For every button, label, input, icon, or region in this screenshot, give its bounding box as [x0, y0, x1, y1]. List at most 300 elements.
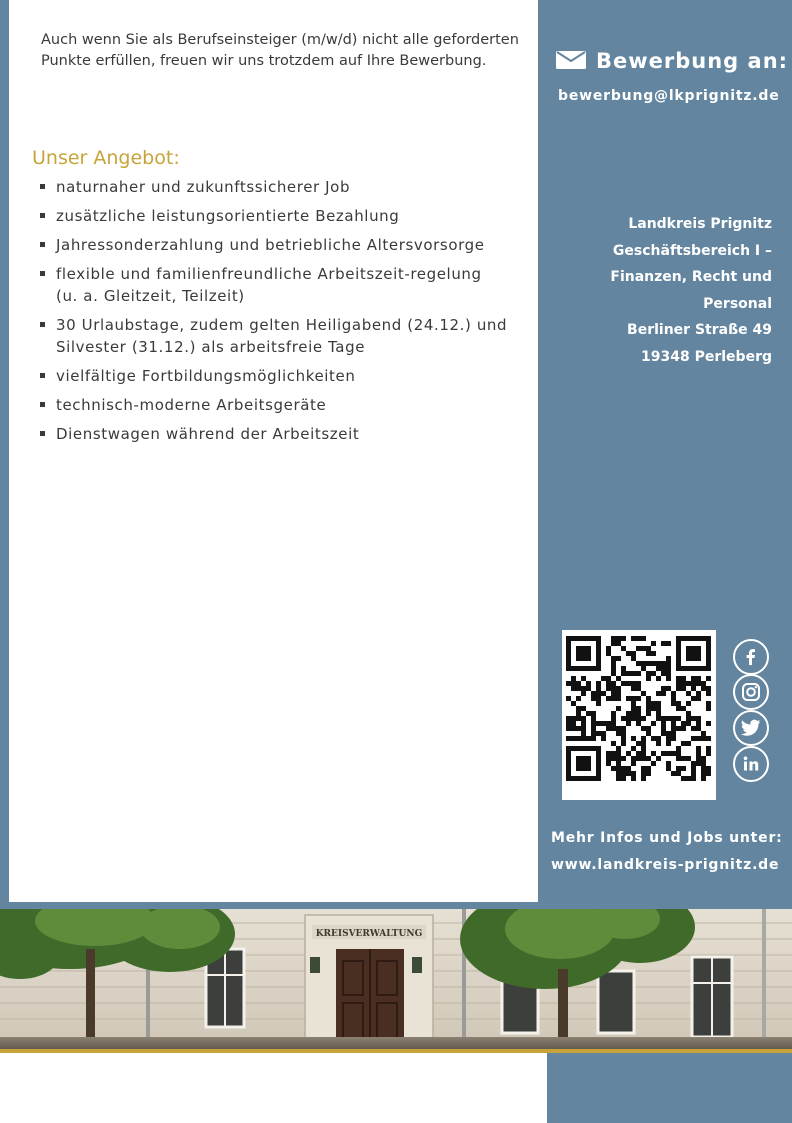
qr-module — [641, 751, 646, 756]
qr-module — [626, 681, 631, 686]
qr-module — [676, 666, 681, 671]
qr-module — [641, 746, 646, 751]
qr-module — [631, 681, 636, 686]
qr-module — [681, 741, 686, 746]
qr-module — [631, 671, 636, 676]
qr-module — [671, 716, 676, 721]
website-link[interactable]: www.landkreis-prignitz.de — [551, 857, 780, 873]
qr-module — [676, 716, 681, 721]
qr-module — [576, 666, 581, 671]
qr-module — [581, 716, 586, 721]
qr-module — [631, 651, 636, 656]
qr-module — [636, 636, 641, 641]
qr-module — [691, 736, 696, 741]
more-info-block — [551, 825, 783, 879]
qr-module — [576, 756, 581, 761]
qr-module — [606, 696, 611, 701]
qr-module — [576, 711, 581, 716]
qr-module — [651, 751, 656, 756]
qr-module — [701, 666, 706, 671]
qr-module — [631, 656, 636, 661]
qr-module — [661, 716, 666, 721]
qr-module — [666, 671, 671, 676]
qr-module — [606, 646, 611, 651]
qr-module — [646, 711, 651, 716]
qr-module — [631, 756, 636, 761]
bullet-icon — [40, 322, 45, 327]
bullet-icon — [40, 271, 45, 276]
qr-module — [691, 636, 696, 641]
twitter-icon[interactable] — [733, 710, 769, 746]
instagram-icon[interactable] — [733, 674, 769, 710]
qr-module — [686, 721, 691, 726]
qr-module — [571, 686, 576, 691]
qr-module — [686, 716, 691, 721]
qr-module — [581, 721, 586, 726]
offer-item-text: 30 Urlaubstage, zudem gelten Heiligabend (24.12.) und Silvester (31.12.) als arbeitsfreie Tage — [56, 316, 508, 356]
qr-module — [631, 776, 636, 781]
address-org: Landkreis Prignitz — [628, 216, 772, 232]
qr-module — [576, 681, 581, 686]
qr-module — [616, 676, 621, 681]
qr-module — [576, 656, 581, 661]
qr-module — [581, 691, 586, 696]
qr-module — [566, 656, 571, 661]
qr-module — [626, 751, 631, 756]
qr-module — [641, 661, 646, 666]
qr-module — [696, 726, 701, 731]
qr-module — [571, 666, 576, 671]
qr-module — [656, 666, 661, 671]
qr-module — [616, 656, 621, 661]
qr-module — [566, 681, 571, 686]
qr-module — [576, 651, 581, 656]
qr-module — [596, 751, 601, 756]
qr-module — [641, 636, 646, 641]
qr-module — [666, 686, 671, 691]
qr-module — [571, 636, 576, 641]
qr-module — [581, 776, 586, 781]
qr-code-image — [562, 630, 716, 800]
qr-module — [566, 636, 571, 641]
qr-module — [596, 731, 601, 736]
qr-module — [706, 721, 711, 726]
qr-module — [696, 651, 701, 656]
qr-module — [671, 736, 676, 741]
qr-module — [586, 686, 591, 691]
qr-module — [631, 716, 636, 721]
qr-module — [621, 716, 626, 721]
qr-module — [636, 721, 641, 726]
qr-module — [681, 756, 686, 761]
offer-item-text: flexible und familienfreundliche Arbeitszeit-regelung (u. a. Gleitzeit, Teilzeit) — [56, 265, 482, 305]
qr-module — [616, 746, 621, 751]
qr-module — [611, 666, 616, 671]
qr-module — [666, 736, 671, 741]
qr-module — [611, 661, 616, 666]
qr-module — [696, 666, 701, 671]
qr-module — [671, 691, 676, 696]
qr-module — [596, 641, 601, 646]
qr-module — [696, 756, 701, 761]
facebook-icon[interactable] — [733, 639, 769, 675]
qr-module — [586, 636, 591, 641]
qr-module — [611, 721, 616, 726]
qr-module — [611, 641, 616, 646]
qr-module — [621, 731, 626, 736]
qr-module — [571, 716, 576, 721]
qr-module — [591, 726, 596, 731]
qr-module — [691, 676, 696, 681]
qr-module — [616, 726, 621, 731]
qr-module — [636, 671, 641, 676]
list-item — [38, 423, 508, 445]
qr-module — [646, 706, 651, 711]
qr-module — [566, 646, 571, 651]
qr-module — [641, 766, 646, 771]
bullet-icon — [40, 431, 45, 436]
qr-module — [676, 686, 681, 691]
qr-module — [691, 766, 696, 771]
qr-module — [696, 636, 701, 641]
qr-module — [666, 731, 671, 736]
qr-module — [631, 736, 636, 741]
application-email-link[interactable]: bewerbung@lkprignitz.de — [558, 88, 780, 104]
qr-module — [566, 716, 571, 721]
qr-module — [686, 756, 691, 761]
qr-module — [651, 761, 656, 766]
qr-module — [576, 696, 581, 701]
list-item — [38, 365, 508, 387]
qr-module — [686, 691, 691, 696]
qr-module — [636, 661, 641, 666]
qr-module — [596, 636, 601, 641]
qr-module — [681, 686, 686, 691]
bullet-icon — [40, 402, 45, 407]
qr-module — [661, 691, 666, 696]
qr-module — [611, 741, 616, 746]
qr-module — [691, 771, 696, 776]
qr-module — [631, 746, 636, 751]
qr-module — [656, 716, 661, 721]
qr-module — [566, 761, 571, 766]
qr-module — [571, 676, 576, 681]
qr-module — [676, 756, 681, 761]
qr-module — [641, 726, 646, 731]
qr-module — [691, 761, 696, 766]
qr-module — [681, 721, 686, 726]
qr-module — [581, 766, 586, 771]
qr-module — [566, 756, 571, 761]
qr-module — [581, 726, 586, 731]
qr-module — [571, 681, 576, 686]
offer-item-text: Jahressonderzahlung und betriebliche Altersvorsorge — [56, 236, 485, 254]
qr-module — [611, 691, 616, 696]
qr-module — [651, 651, 656, 656]
qr-module — [641, 666, 646, 671]
qr-module — [696, 696, 701, 701]
qr-module — [676, 751, 681, 756]
qr-module — [646, 701, 651, 706]
qr-module — [686, 656, 691, 661]
qr-module — [656, 736, 661, 741]
envelope-icon — [556, 50, 586, 74]
qr-module — [676, 766, 681, 771]
qr-module — [576, 716, 581, 721]
qr-module — [596, 651, 601, 656]
qr-module — [651, 671, 656, 676]
qr-module — [661, 661, 666, 666]
qr-module — [601, 736, 606, 741]
qr-module — [621, 646, 626, 651]
building-photo — [0, 909, 792, 1050]
qr-module — [616, 691, 621, 696]
qr-module — [606, 681, 611, 686]
qr-module — [591, 731, 596, 736]
qr-module — [641, 716, 646, 721]
qr-module — [596, 656, 601, 661]
qr-module — [651, 641, 656, 646]
qr-module — [616, 731, 621, 736]
qr-module — [691, 681, 696, 686]
qr-module — [646, 646, 651, 651]
qr-module — [636, 681, 641, 686]
qr-module — [591, 711, 596, 716]
qr-module — [591, 696, 596, 701]
qr-module — [686, 776, 691, 781]
qr-module — [626, 651, 631, 656]
qr-module — [586, 681, 591, 686]
qr-module — [576, 636, 581, 641]
qr-module — [696, 676, 701, 681]
qr-module — [616, 751, 621, 756]
qr-module — [661, 726, 666, 731]
qr-module — [691, 686, 696, 691]
qr-module — [676, 651, 681, 656]
qr-module — [636, 686, 641, 691]
qr-module — [701, 636, 706, 641]
qr-module — [581, 686, 586, 691]
qr-module — [686, 741, 691, 746]
qr-module — [706, 666, 711, 671]
qr-module — [571, 701, 576, 706]
qr-module — [581, 656, 586, 661]
qr-module — [616, 766, 621, 771]
address-dept-line3: Personal — [703, 295, 772, 312]
qr-module — [621, 766, 626, 771]
qr-module — [611, 711, 616, 716]
qr-module — [581, 636, 586, 641]
qr-module — [581, 761, 586, 766]
qr-module — [566, 726, 571, 731]
qr-module — [616, 706, 621, 711]
intro-text: Auch wenn Sie als Berufseinsteiger (m/w/d) nicht alle geforderten Punkte erfüllen, freuen wir uns trotzdem auf Ihre Bewerbung. — [41, 32, 519, 69]
qr-module — [656, 701, 661, 706]
qr-module — [686, 651, 691, 656]
qr-module — [636, 706, 641, 711]
qr-module — [576, 736, 581, 741]
qr-module — [701, 756, 706, 761]
qr-module — [626, 716, 631, 721]
qr-module — [706, 751, 711, 756]
qr-module — [651, 661, 656, 666]
qr-module — [576, 686, 581, 691]
qr-module — [626, 766, 631, 771]
qr-module — [666, 666, 671, 671]
qr-module — [706, 646, 711, 651]
qr-module — [596, 696, 601, 701]
qr-module — [676, 646, 681, 651]
qr-module — [606, 726, 611, 731]
qr-module — [631, 706, 636, 711]
qr-module — [586, 646, 591, 651]
qr-module — [656, 676, 661, 681]
qr-module — [591, 666, 596, 671]
qr-module — [641, 646, 646, 651]
qr-module — [631, 696, 636, 701]
qr-module — [596, 661, 601, 666]
qr-module — [701, 771, 706, 776]
qr-module — [566, 651, 571, 656]
qr-module — [566, 661, 571, 666]
offer-item-text: Dienstwagen während der Arbeitszeit — [56, 425, 360, 443]
qr-module — [621, 756, 626, 761]
qr-module — [651, 736, 656, 741]
qr-module — [641, 776, 646, 781]
qr-module — [606, 651, 611, 656]
qr-module — [666, 741, 671, 746]
qr-module — [681, 666, 686, 671]
qr-module — [706, 706, 711, 711]
qr-module — [696, 721, 701, 726]
qr-module — [591, 716, 596, 721]
qr-module — [666, 761, 671, 766]
qr-module — [671, 771, 676, 776]
qr-module — [696, 716, 701, 721]
qr-module — [601, 731, 606, 736]
qr-module — [621, 776, 626, 781]
qr-module — [656, 661, 661, 666]
list-item — [38, 394, 508, 416]
qr-module — [576, 706, 581, 711]
qr-module — [606, 721, 611, 726]
qr-module — [661, 686, 666, 691]
qr-module — [596, 666, 601, 671]
qr-module — [686, 701, 691, 706]
qr-module — [616, 776, 621, 781]
qr-module — [571, 721, 576, 726]
qr-module — [641, 741, 646, 746]
qr-module — [706, 656, 711, 661]
qr-module — [651, 706, 656, 711]
qr-module — [606, 676, 611, 681]
qr-module — [566, 766, 571, 771]
qr-module — [681, 676, 686, 681]
qr-module — [691, 726, 696, 731]
qr-module — [676, 706, 681, 711]
qr-module — [646, 661, 651, 666]
qr-module — [646, 676, 651, 681]
qr-module — [566, 771, 571, 776]
qr-module — [631, 761, 636, 766]
list-item — [38, 263, 508, 307]
address-city: 19348 Perleberg — [641, 348, 772, 365]
offer-item-text: technisch-moderne Arbeitsgeräte — [56, 396, 327, 414]
qr-module — [566, 666, 571, 671]
qr-module — [606, 686, 611, 691]
qr-module — [626, 696, 631, 701]
qr-module — [586, 766, 591, 771]
qr-module — [631, 771, 636, 776]
qr-module — [566, 746, 571, 751]
qr-module — [581, 756, 586, 761]
qr-module — [686, 666, 691, 671]
qr-module — [596, 766, 601, 771]
qr-module — [691, 646, 696, 651]
qr-module — [706, 701, 711, 706]
corner-accent-block — [547, 1053, 792, 1123]
qr-module — [666, 656, 671, 661]
qr-module — [586, 736, 591, 741]
qr-module — [641, 691, 646, 696]
qr-module — [606, 761, 611, 766]
qr-module — [651, 721, 656, 726]
qr-module — [586, 651, 591, 656]
qr-module — [686, 711, 691, 716]
qr-module — [581, 706, 586, 711]
offer-title: Unser Angebot: — [32, 147, 180, 169]
qr-module — [586, 756, 591, 761]
qr-module — [636, 751, 641, 756]
qr-module — [676, 661, 681, 666]
qr-module — [696, 761, 701, 766]
qr-module — [581, 666, 586, 671]
qr-module — [696, 746, 701, 751]
offer-list — [38, 176, 508, 452]
list-item — [38, 176, 508, 198]
linkedin-icon[interactable] — [733, 746, 769, 782]
qr-module — [606, 756, 611, 761]
qr-module — [701, 681, 706, 686]
qr-module — [661, 671, 666, 676]
qr-module — [656, 706, 661, 711]
qr-module — [621, 771, 626, 776]
qr-module — [696, 646, 701, 651]
qr-module — [611, 696, 616, 701]
qr-module — [661, 731, 666, 736]
qr-module — [681, 706, 686, 711]
qr-module — [621, 666, 626, 671]
qr-module — [571, 736, 576, 741]
qr-module — [646, 696, 651, 701]
qr-module — [706, 676, 711, 681]
qr-module — [586, 711, 591, 716]
qr-module — [706, 641, 711, 646]
qr-module — [591, 721, 596, 726]
qr-module — [631, 686, 636, 691]
qr-module — [666, 661, 671, 666]
qr-module — [696, 681, 701, 686]
qr-module — [631, 636, 636, 641]
qr-module — [681, 681, 686, 686]
qr-module — [581, 651, 586, 656]
qr-module — [601, 691, 606, 696]
qr-module — [656, 741, 661, 746]
qr-module — [646, 651, 651, 656]
qr-module — [706, 651, 711, 656]
qr-module — [706, 661, 711, 666]
qr-code[interactable] — [562, 630, 716, 800]
